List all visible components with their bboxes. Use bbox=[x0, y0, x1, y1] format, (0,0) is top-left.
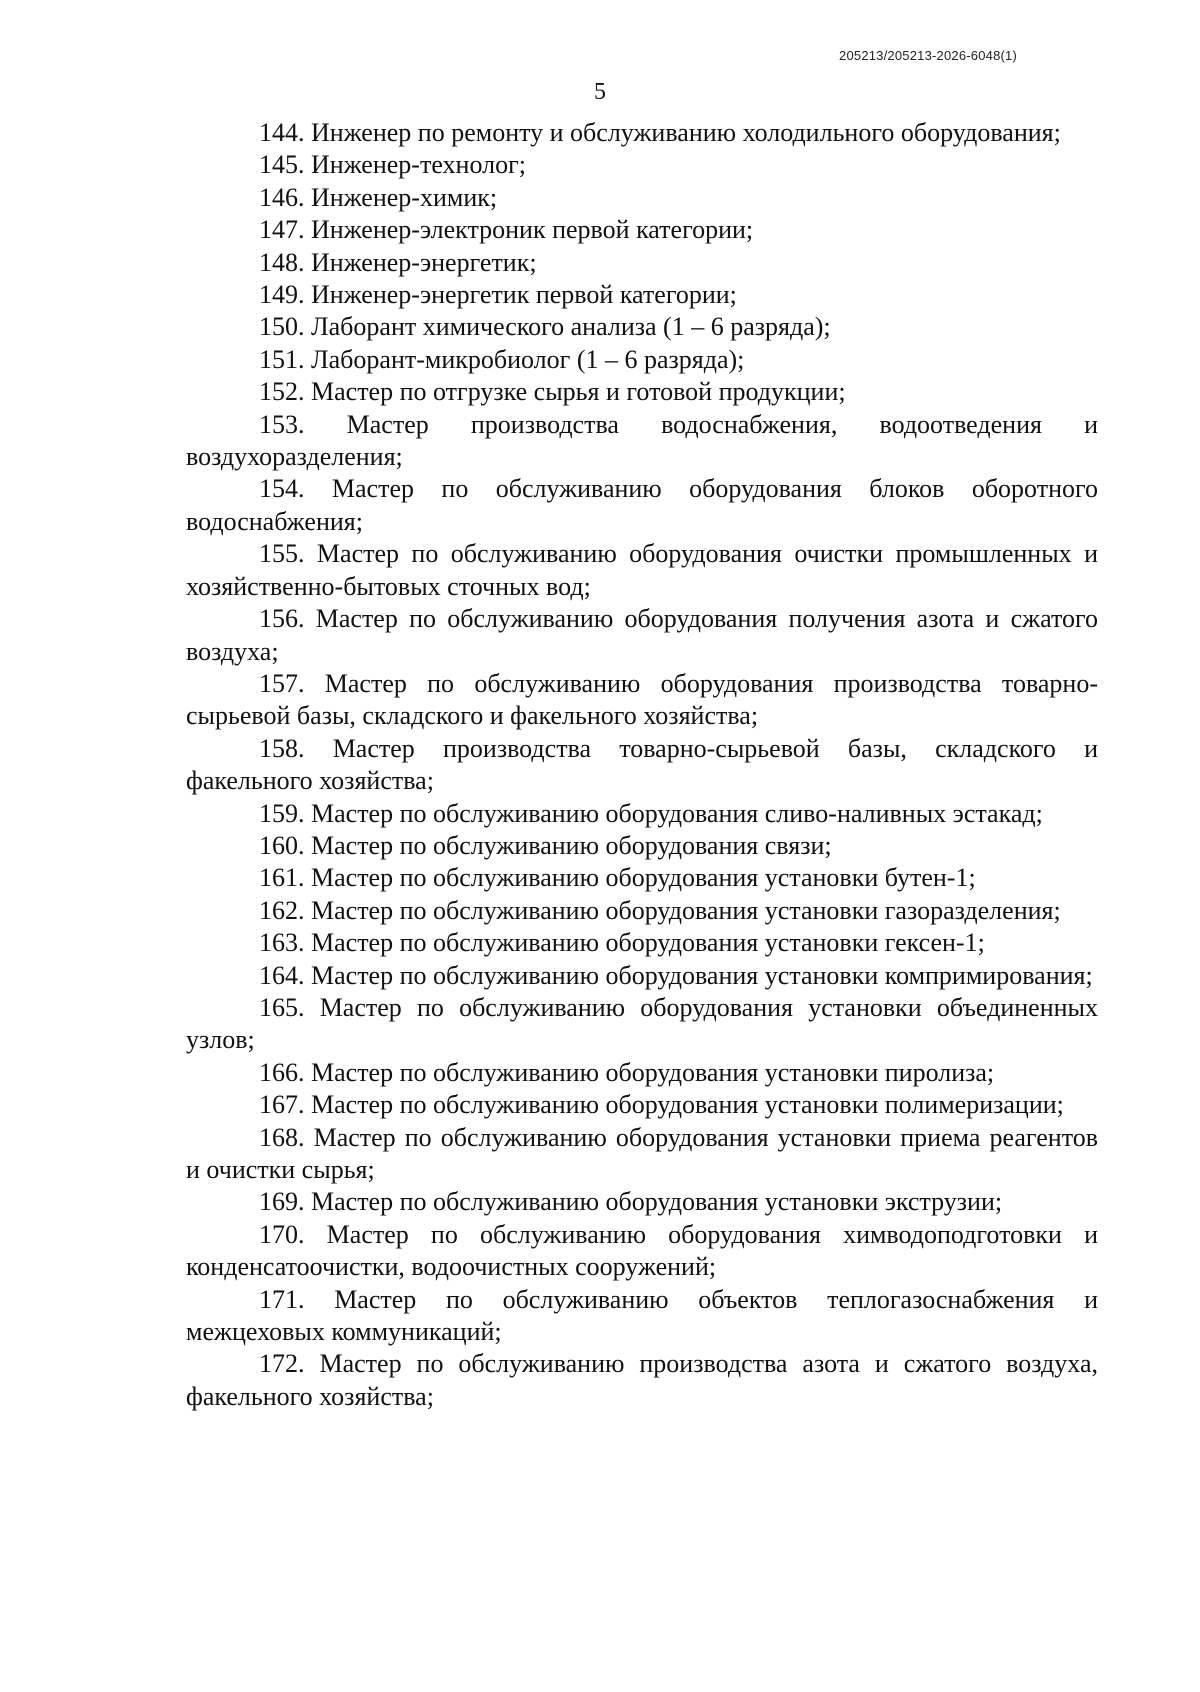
list-item: 160. Мастер по обслуживанию оборудования связи; bbox=[259, 830, 832, 860]
list-item: 157. Мастер по обслуживанию оборудования производства товарно-сырьевой базы, складского и факельного хозяйства; bbox=[186, 668, 1098, 731]
list-item: 148. Инженер-энергетик; bbox=[259, 247, 537, 277]
document-id: 205213/205213-2026-6048(1) bbox=[839, 48, 1017, 63]
position-list bbox=[186, 117, 1098, 1413]
list-item: 161. Мастер по обслуживанию оборудования установки бутен-1; bbox=[259, 863, 976, 893]
list-item: 167. Мастер по обслуживанию оборудования установки полимеризации; bbox=[259, 1090, 1064, 1120]
list-item: 144. Инженер по ремонту и обслуживанию холодильного оборудования; bbox=[259, 118, 1061, 147]
list-item: 155. Мастер по обслуживанию оборудования очистки промышленных и хозяйственно-бытовых сточных вод; bbox=[186, 539, 1098, 601]
list-item: 146. Инженер-химик; bbox=[259, 182, 498, 212]
list-item: 159. Мастер по обслуживанию оборудования сливо-наливных эстакад; bbox=[259, 798, 1043, 828]
list-item: 147. Инженер-электроник первой категории; bbox=[259, 215, 754, 245]
list-item: 162. Мастер по обслуживанию оборудования установки газоразделения; bbox=[259, 895, 1061, 925]
page-number: 5 bbox=[594, 79, 606, 105]
list-item: 149. Инженер-энергетик первой категории; bbox=[259, 280, 737, 310]
list-item: 166. Мастер по обслуживанию оборудования установки пиролиза; bbox=[259, 1057, 995, 1087]
list-item: 172. Мастер по обслуживанию производства азота и сжатого воздуха, факельного хозяйства; bbox=[186, 1349, 1098, 1411]
list-item: 164. Мастер по обслуживанию оборудования установки компримирования; bbox=[259, 960, 1093, 990]
list-item: 156. Мастер по обслуживанию оборудования получения азота и сжатого воздуха; bbox=[186, 604, 1098, 666]
list-item: 152. Мастер по отгрузке сырья и готовой продукции; bbox=[259, 377, 846, 407]
list-item: 154. Мастер по обслуживанию оборудования блоков оборотного водоснабжения; bbox=[186, 474, 1098, 536]
list-item: 171. Мастер по обслуживанию объектов теплогазоснабжения и межцеховых коммуникаций; bbox=[186, 1284, 1098, 1347]
list-item: 163. Мастер по обслуживанию оборудования установки гексен-1; bbox=[259, 928, 985, 958]
list-item: 169. Мастер по обслуживанию оборудования установки экструзии; bbox=[259, 1187, 1003, 1217]
list-item: 170. Мастер по обслуживанию оборудования химводоподготовки и конденсатоочистки, водоочистных сооружений; bbox=[186, 1219, 1098, 1282]
list-item: 168. Мастер по обслуживанию оборудования установки приема реагентов и очистки сырья; bbox=[186, 1122, 1098, 1184]
list-item: 165. Мастер по обслуживанию оборудования установки объединенных узлов; bbox=[186, 992, 1098, 1055]
list-item: 151. Лаборант-микробиолог (1 – 6 разряда); bbox=[259, 344, 745, 374]
list-item: 150. Лаборант химического анализа (1 – 6 разряда); bbox=[259, 312, 831, 342]
list-item: 158. Мастер производства товарно-сырьевой базы, складского и факельного хозяйства; bbox=[186, 733, 1098, 796]
list-item: 145. Инженер-технолог; bbox=[259, 150, 526, 180]
list-item: 153. Мастер производства водоснабжения, водоотведения и воздухоразделения; bbox=[186, 409, 1098, 472]
